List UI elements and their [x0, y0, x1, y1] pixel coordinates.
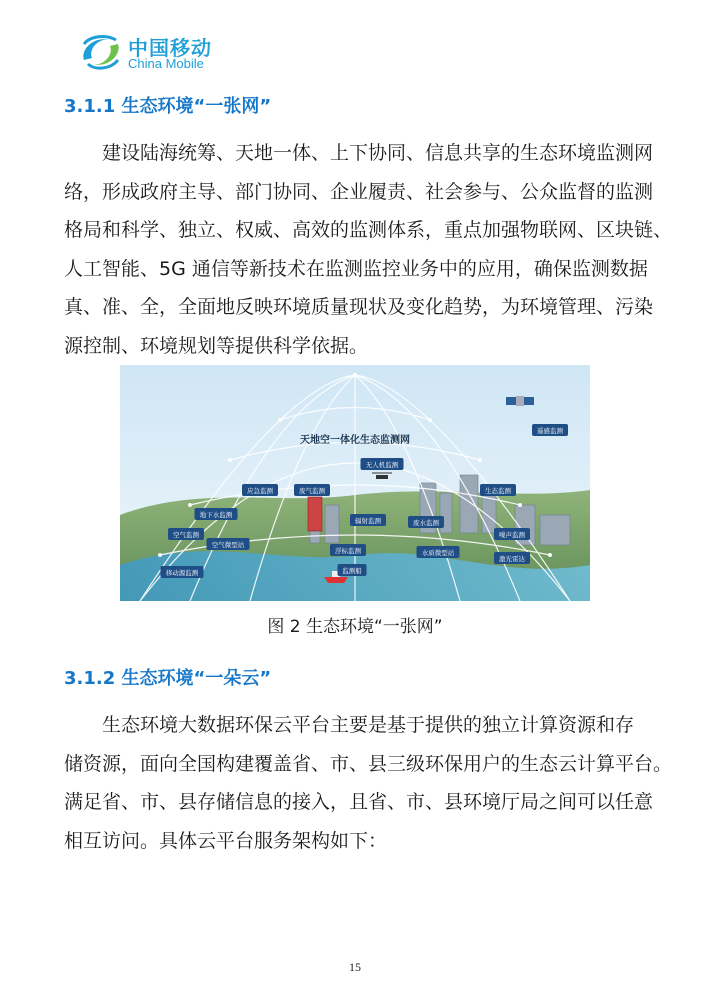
satellite-icon	[506, 396, 534, 406]
svg-text:浮标监测: 浮标监测	[335, 547, 361, 555]
figure-label-tag	[361, 458, 404, 470]
figure-label-tag	[338, 564, 367, 576]
figure-label-tag	[494, 552, 530, 564]
paragraph-line: 人工智能、5G 通信等新技术在监测监控业务中的应用，确保监测数据	[64, 257, 648, 280]
svg-text:移动源监测: 移动源监测	[165, 569, 199, 577]
paragraph-line: 络，形成政府主导、部门协同、企业履责、社会参与、公众监督的监测	[64, 180, 654, 203]
figure-caption: 图 2 生态环境“一张网”	[267, 617, 443, 637]
svg-text:空气监测: 空气监测	[173, 531, 199, 539]
section-heading-3-1-2: 3.1.2 生态环境“一朵云”	[64, 668, 272, 689]
figure-label-tag	[207, 538, 250, 550]
monitoring-network-illustration	[120, 365, 590, 601]
figure-label-tag	[417, 546, 460, 558]
figure-label-tag	[294, 484, 330, 496]
figure-label-tag	[168, 528, 204, 540]
svg-text:应急监测: 应急监测	[247, 487, 273, 495]
figure-title: 天地空一体化生态监测网	[300, 435, 410, 446]
paragraph-line: 建设陆海统筹、天地一体、上下协同、信息共享的生态环境监测网	[102, 142, 654, 164]
paragraph-line: 储资源，面向全国构建覆盖省、市、县三级环保用户的生态云计算平台。	[64, 752, 673, 775]
logo-chinese-text: 中国移动	[128, 36, 212, 60]
svg-text:废气监测: 废气监测	[299, 487, 325, 495]
svg-text:生态监测: 生态监测	[485, 487, 511, 495]
svg-text:无人机监测: 无人机监测	[365, 461, 399, 469]
figure-label-tag	[242, 484, 278, 496]
svg-text:水质微型站: 水质微型站	[421, 549, 455, 557]
svg-text:废水监测: 废水监测	[413, 519, 439, 527]
figure-label-tag	[480, 484, 516, 496]
china-mobile-logo	[78, 30, 218, 74]
svg-text:空气微型站: 空气微型站	[211, 541, 245, 549]
svg-text:噪声监测: 噪声监测	[499, 531, 525, 539]
china-mobile-logo-icon	[78, 30, 124, 74]
section2-paragraph	[64, 706, 673, 860]
paragraph-line: 相互访问。具体云平台服务架构如下：	[64, 829, 388, 852]
svg-text:激光雷达: 激光雷达	[499, 555, 525, 563]
logo-english-text: China Mobile	[128, 56, 204, 71]
paragraph-line: 生态环境大数据环保云平台主要是基于提供的独立计算资源和存	[102, 714, 635, 736]
paragraph-line: 格局和科学、独立、权威、高效的监测体系，重点加强物联网、区块链、	[64, 219, 673, 241]
page-number: 15	[349, 960, 361, 974]
section-heading-3-1-1: 3.1.1 生态环境“一张网”	[64, 96, 272, 117]
figure-label-tag	[161, 566, 204, 578]
svg-text:遥感监测: 遥感监测	[537, 427, 563, 435]
figure-label-tag	[494, 528, 530, 540]
paragraph-line: 满足省、市、县存储信息的接入，且省、市、县环境厅局之间可以任意	[64, 791, 654, 813]
figure-label-tag	[195, 508, 238, 520]
svg-text:辐射监测: 辐射监测	[355, 517, 381, 525]
figure-label-tag	[408, 516, 444, 528]
svg-text:监测船: 监测船	[342, 567, 362, 575]
figure-label-tag	[532, 424, 568, 436]
figure-label-tag	[330, 544, 366, 556]
figure-label-tag	[350, 514, 386, 526]
paragraph-line: 源控制、环境规划等提供科学依据。	[64, 334, 369, 357]
svg-text:地下水监测: 地下水监测	[199, 511, 233, 519]
paragraph-line: 真、准、全，全面地反映环境质量现状及变化趋势，为环境管理、污染	[64, 296, 654, 318]
section1-paragraph	[64, 134, 673, 365]
